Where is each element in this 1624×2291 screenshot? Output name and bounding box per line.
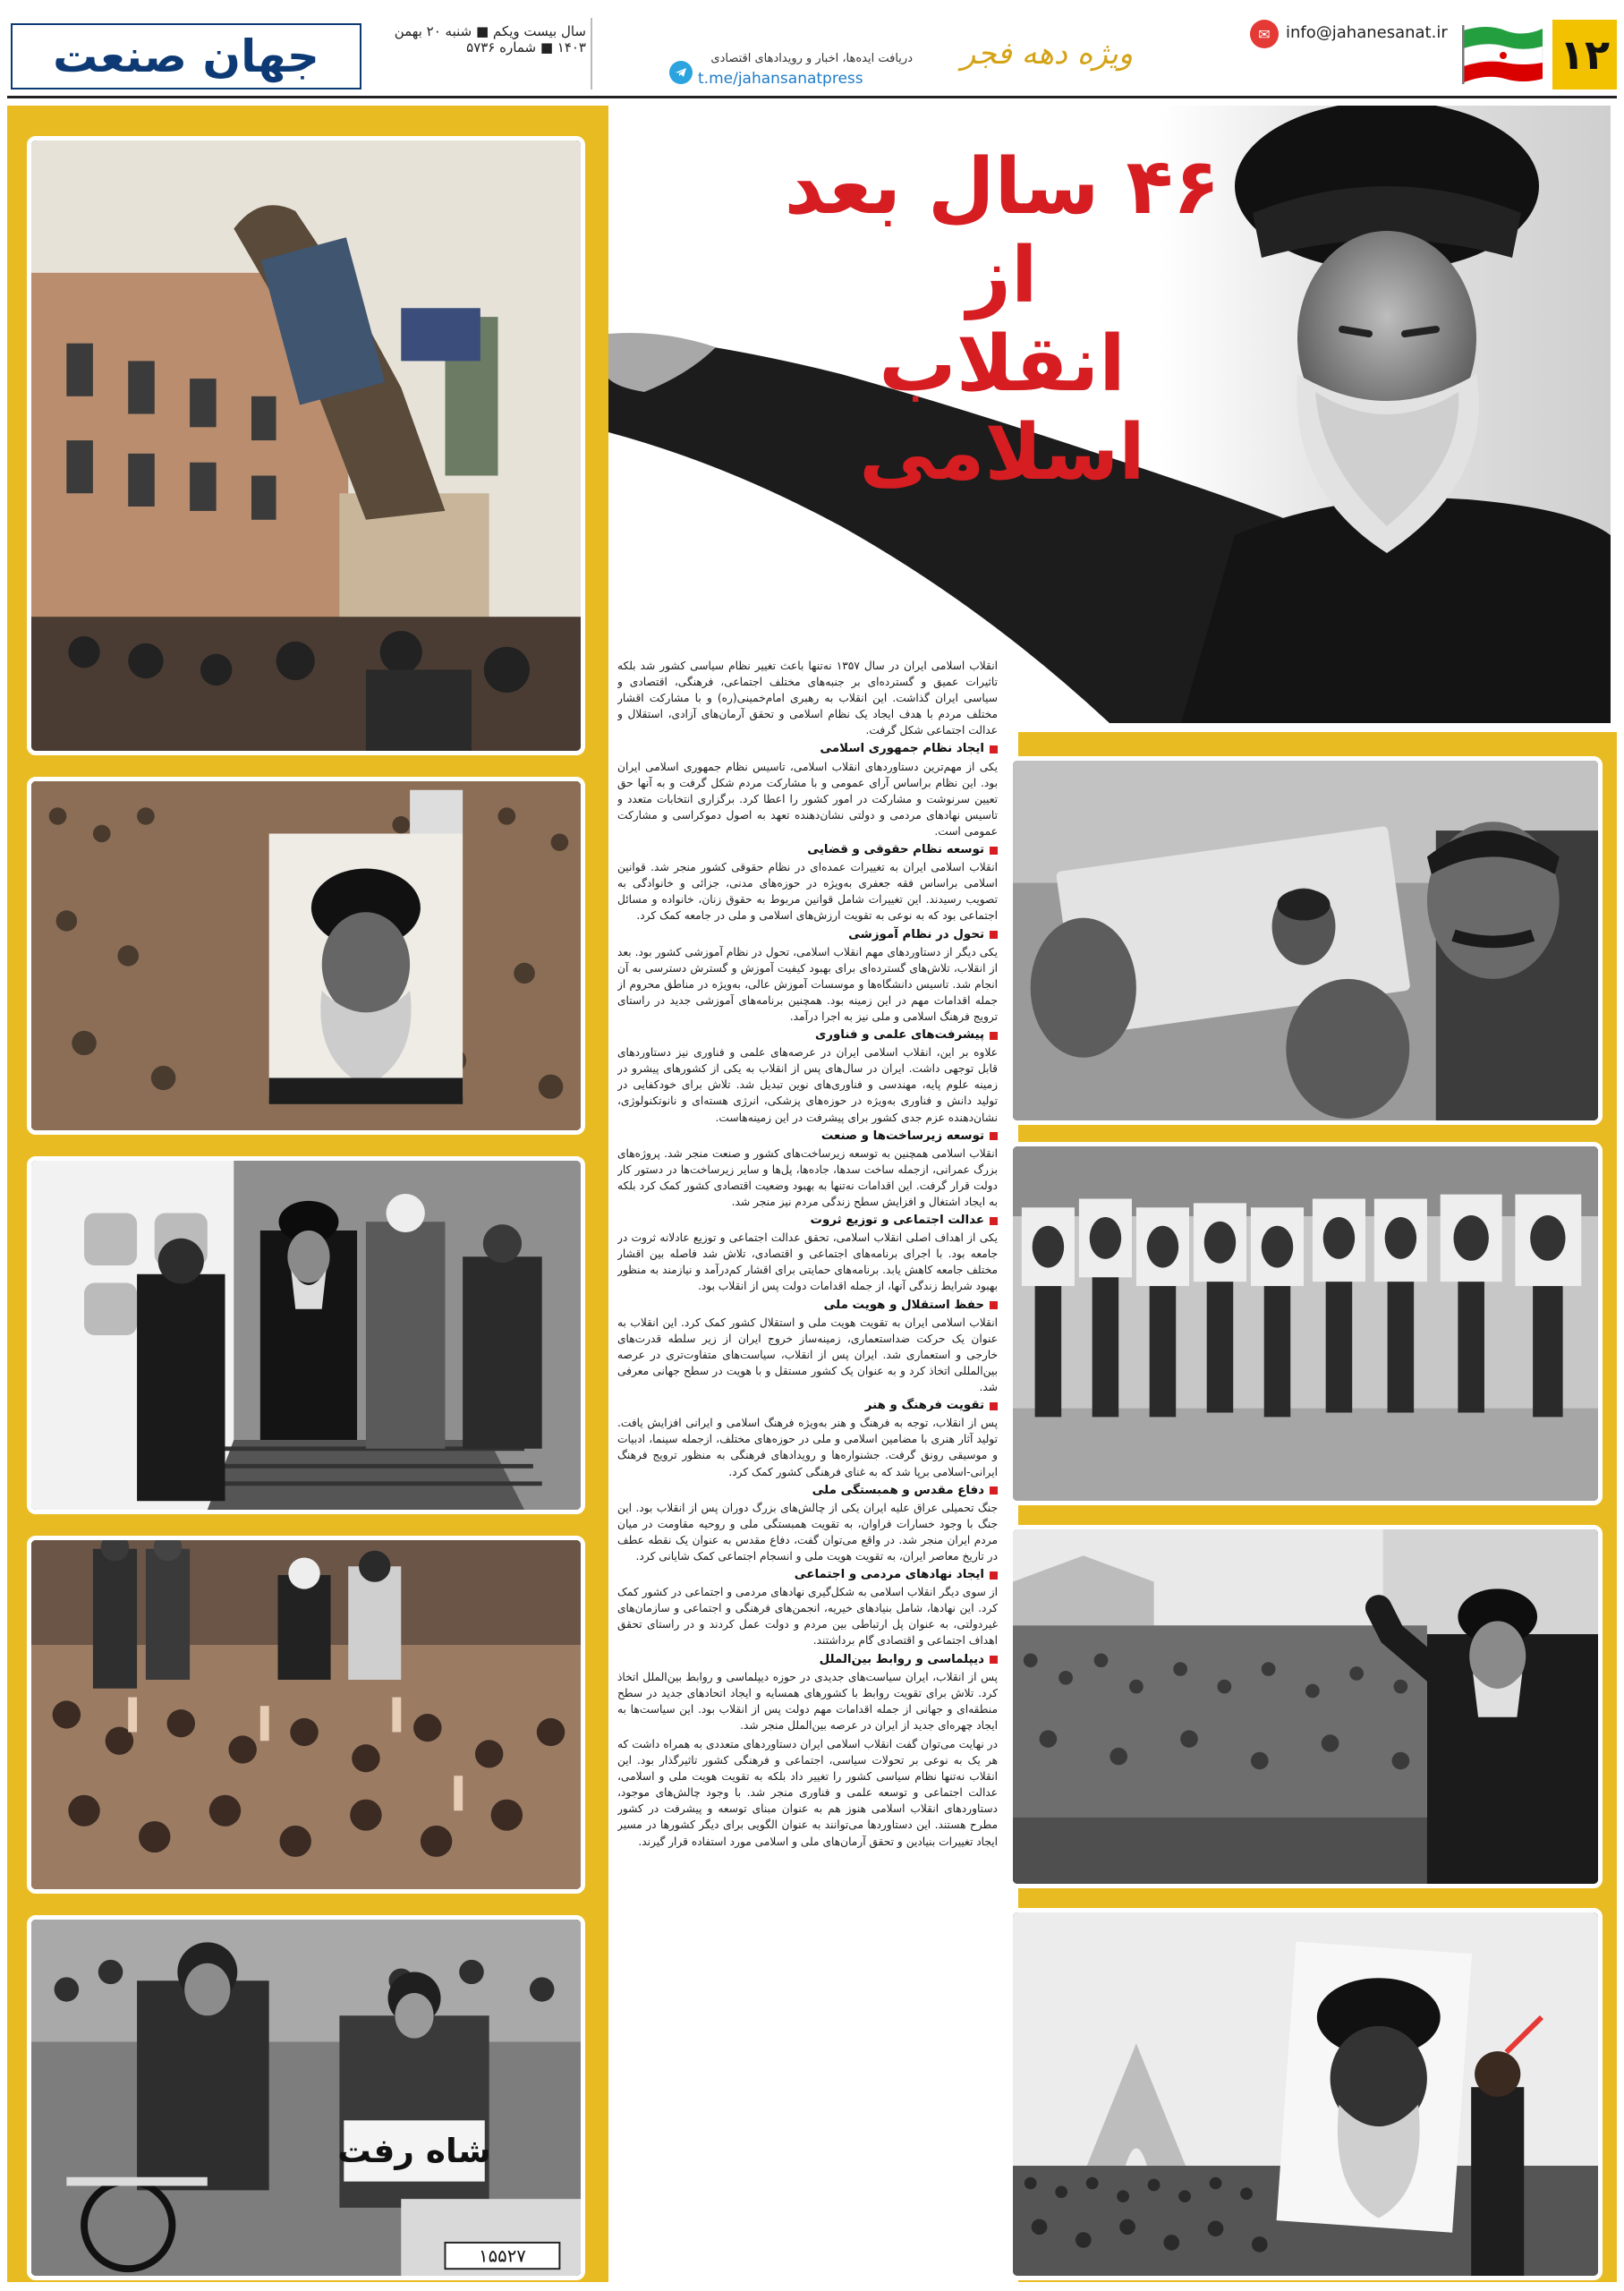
section-body: پس از انقلاب، توجه به فرهنگ و هنر به‌ویژه فرهنگ اسلامی و ایرانی افزایش یافت. تولید آثار هنری با مضامین اسلامی و ملی در حوزه‌های مختلف، ازجمله سینما، ادبیات و موسیقی رونق گرفت. جشنواره‌ها و رویدادهای فرهنگی به منظور ترویج فرهنگ ایرانی-اسلامی برپا شد که به غنای فرهنگی کشور کمک کرد. [617, 1417, 998, 1478]
photo-waving-from-window [1008, 1525, 1603, 1888]
section-body: انقلاب اسلامی همچنین به توسعه زیرساخت‌های کشور و صنعت منجر شد. پروژه‌های بزرگ عمرانی، ازجمله ساخت سدها، جاده‌ها، پل‌ها و سایر زیرساخت‌ها در دستور کار دولت قرار گرفت. این اقدامات نه‌تنها به بهبود وضعیت اقتصادی کشور کمک کرد بلکه به ایجاد اشتغال و افزایش سطح زندگی مردم نیز منجر شد. [617, 1146, 998, 1208]
bullet-square-icon [990, 1217, 998, 1225]
issue-info: سال بیست ویکم ■ شنبه ۲۰ بهمن ۱۴۰۳ ■ شماره ۵۷۳۶ [394, 23, 586, 55]
photo-man-banknote [1008, 756, 1603, 1125]
bullet-square-icon [990, 1656, 998, 1664]
section-heading: پیشرفت‌های علمی و فناوری [617, 1027, 998, 1043]
page-number: ۱۲ [1552, 20, 1617, 89]
photo-statue-toppling [27, 136, 585, 755]
newspaper-logo[interactable] [11, 23, 361, 89]
headline [769, 143, 1235, 498]
header-rule [7, 96, 1617, 98]
telegram-promo: دریافت ایده‌ها، اخبار و رویدادهای اقتصادی [710, 52, 913, 65]
section-heading: عدالت اجتماعی و توزیع ثروت [617, 1213, 998, 1229]
section-body: یکی از اهداف اصلی انقلاب اسلامی، تحقق عدالت اجتماعی و توزیع عادلانه ثروت در جامعه بود. با اجرای برنامه‌های اجتماعی و اقتصادی، تلاش شد فاصله بین اقشار مختلف جامعه کاهش یابد. برنامه‌های حمایتی برای اقشار کم‌درآمد و نیازمند به منظور بهبود شرایط زندگی آنها، از جمله اقدامات دولت پس از انقلاب بود. [617, 1231, 998, 1293]
telegram-link[interactable]: t.me/jahansanatpress [698, 70, 863, 88]
masthead [0, 0, 1624, 98]
headline-line-2: انقلاب اسلامی [859, 319, 1145, 498]
telegram-icon[interactable] [669, 61, 693, 84]
headline-line-1: ۴۶ سال بعد از [784, 142, 1220, 320]
section-heading: توسعه نظام حقوقی و قضایی [617, 842, 998, 858]
section-heading: تقویت فرهنگ و هنر [617, 1398, 998, 1414]
section-heading: تحول در نظام آموزشی [617, 927, 998, 943]
section-heading: توسعه زیرساخت‌ها و صنعت [617, 1128, 998, 1145]
section-body: از سوی دیگر انقلاب اسلامی به شکل‌گیری نهادهای مردمی و اجتماعی در کشور کمک کرد. این نهادها، شامل بنیادهای خیریه، انجمن‌های فرهنگی و اجتماعی و سازمان‌های غیردولتی، به عنوان پل ارتباطی بین مردم و دولت عمل کردند و در راستای تحقق اهداف اجتماعی و اقتصادی گام برداشتند. [617, 1586, 998, 1648]
photo-crowd-hall [27, 1536, 585, 1894]
protest-sign-text: شاه رفت [337, 2131, 491, 2171]
bullet-square-icon [990, 931, 998, 939]
section-body: انقلاب اسلامی ایران به تغییرات عمده‌ای در نظام حقوقی کشور منجر شد. قوانین اسلامی براساس فقه جعفری به‌ویژه در حوزه‌های مدنی، جزائی و خانوادگی به تصویب رسیدند. این تغییرات شامل قوانین مربوط به حقوق زنان، خانواده و مسائل اجتماعی بود که به نوعی به تقویت ارزش‌های اسلامی و ملی در جامعه کمک کرد. [617, 861, 998, 923]
photo-azadi-tower-portrait [1008, 1908, 1603, 2280]
bullet-square-icon [990, 1402, 998, 1410]
bullet-square-icon [990, 1032, 998, 1040]
bullet-square-icon [990, 745, 998, 754]
article-intro: انقلاب اسلامی ایران در سال ۱۳۵۷ نه‌تنها باعث تغییر نظام سیاسی کشور شد بلکه تاثیرات عمیق و گسترده‌ای بر جنبه‌های مختلف اجتماعی، فرهنگی، اقتصادی و سیاسی ایران گذاشت. این انقلاب به رهبری امام‌خمینی(ره) و با مشارکت اقشار مختلف مردم با هدف ایجاد یک نظام اسلامی و تحقق آرمان‌های آزادی، استقلال و عدالت اجتماعی شکل گرفت. [617, 660, 998, 737]
header-divider [591, 18, 592, 89]
iran-flag-icon [1460, 21, 1546, 84]
photo-cyclist-sign [27, 1915, 585, 2280]
bullet-square-icon [990, 1132, 998, 1140]
section-heading: ایجاد نهادهای مردمی و اجتماعی [617, 1567, 998, 1583]
bullet-square-icon [990, 847, 998, 855]
photo-crowd-portrait [27, 777, 585, 1135]
bullet-square-icon [990, 1571, 998, 1580]
section-heading: حفظ استقلال و هویت ملی [617, 1298, 998, 1314]
logo-text: جهان صنعت [53, 30, 319, 82]
photo-airplane-arrival [27, 1156, 585, 1514]
section-body: یکی از مهم‌ترین دستاوردهای انقلاب اسلامی، تاسیس نظام جمهوری اسلامی ایران بود. این نظام براساس آرای عمومی و با مشارکت مردم شکل گرفت و به آنها حق تعیین سرنوشت و مشارکت در امور کشور را اعطا کرد. برگزاری انتخابات متعدد و تاسیس نهادهای مردمی و دولتی نشان‌دهنده تعهد به اصول دموکراسی و مشارکت عمومی است. [617, 760, 998, 838]
section-body: یکی دیگر از دستاوردهای مهم انقلاب اسلامی، تحول در نظام آموزشی کشور بود. بعد از انقلاب، تلاش‌های گسترده‌ای برای بهبود کیفیت آموزش و گسترش دسترسی به آن انجام شد. تاسیس دانشگاه‌ها و موسسات آموزش عالی، به‌ویژه در مناطق محروم از جمله اقدامات مهم در این زمینه بود. همچنین برنامه‌های آموزشی جدید در راستای ترویج فرهنگ اسلامی و ملی نیز به اجرا درآمد. [617, 945, 998, 1023]
photo-men-with-portraits [1008, 1142, 1603, 1505]
section-body: پس از انقلاب، ایران سیاست‌های جدیدی در حوزه دیپلماسی و روابط بین‌الملل اتخاذ کرد. تلاش برای تقویت روابط با کشورهای همسایه و ایجاد اتحادهای جدید در سطح منطقه‌ای و جهانی از جمله اقدامات مهم دولت پس از انقلاب بود. این سیاست‌ها به ایجاد چهره‌ای جدید از ایران در عرصه بین‌الملل منجر شد. [617, 1670, 998, 1732]
email-icon[interactable]: ✉ [1250, 20, 1279, 48]
article-conclusion: در نهایت می‌توان گفت انقلاب اسلامی ایران دستاوردهای متعددی به همراه داشت که هر یک به نوعی بر تحولات سیاسی، اجتماعی و فرهنگی کشور تاثیرگذار بود. این انقلاب نه‌تنها نظام سیاسی کشور را تغییر داد بلکه به تقویت هویت ملی و اسلامی، عدالت اجتماعی و توسعه علمی و فناوری منجر شد. با وجود چالش‌های موجود، دستاوردهای انقلاب اسلامی هنوز هم به عنوان مبنای توسعه و پیشرفت در کشور مطرح هستند. این دستاوردها می‌توانند به عنوان الگویی برای دیگر کشورها در مسیر ایجاد تغییرات بنیادین و تحقق آرمان‌های ملی و اسلامی مورد استفاده قرار گیرند. [617, 1738, 998, 1848]
section-body: علاوه بر این، انقلاب اسلامی ایران در عرصه‌های علمی و فناوری نیز دستاوردهای قابل توجهی داشت. ایران در سال‌های پس از انقلاب به یکی از کشورهای پیشرو در زمینه علوم پایه، مهندسی و فناوری‌های نوین تبدیل شد. تلاش برای خودکفایی در تولید دانش و فناوری به‌ویژه در حوزه‌های پزشکی، انرژی هسته‌ای و نانوتکنولوژی، نشان‌دهنده عزم جدی کشور برای پیشرفت در این زمینه‌هاست. [617, 1046, 998, 1124]
license-plate-text: ۱۵۵۲۷ [479, 2245, 526, 2267]
section-heading: ایجاد نظام جمهوری اسلامی [617, 741, 998, 757]
article-body [617, 658, 998, 2282]
email-address[interactable]: info@jahanesanat.ir [1286, 23, 1448, 42]
bullet-square-icon [990, 1486, 998, 1495]
section-heading: دیپلماسی و روابط بین‌الملل [617, 1652, 998, 1668]
section-heading: دفاع مقدس و همبستگی ملی [617, 1483, 998, 1499]
special-edition-label: ویژه دهه فجر [960, 36, 1134, 72]
bullet-square-icon [990, 1301, 998, 1309]
section-body: انقلاب اسلامی ایران به تقویت هویت ملی و استقلال کشور کمک کرد. این انقلاب به عنوان یک حرکت ضداستعماری، زمینه‌ساز خروج ایران از زیر سلطه قدرت‌های خارجی و استعماری شد. ایران پس از انقلاب، سیاست‌های متفاوت‌تری در عرصه بین‌المللی اتخاذ کرد و به عنوان یک کشور مستقل و با هویت در سطح جهانی معرفی شد. [617, 1316, 998, 1394]
section-body: جنگ تحمیلی عراق علیه ایران یکی از چالش‌های بزرگ دوران پس از انقلاب بود. این جنگ با وجود خسارات فراوان، به تقویت همبستگی ملی و روحیه مقاومت در میان مردم ایران منجر شد. در واقع می‌توان گفت، دفاع مقدس به عنوان یک نقطه عطف در تاریخ معاصر ایران، به تقویت هویت ملی و انسجام اجتماعی کمک شایانی کرد. [617, 1501, 998, 1563]
